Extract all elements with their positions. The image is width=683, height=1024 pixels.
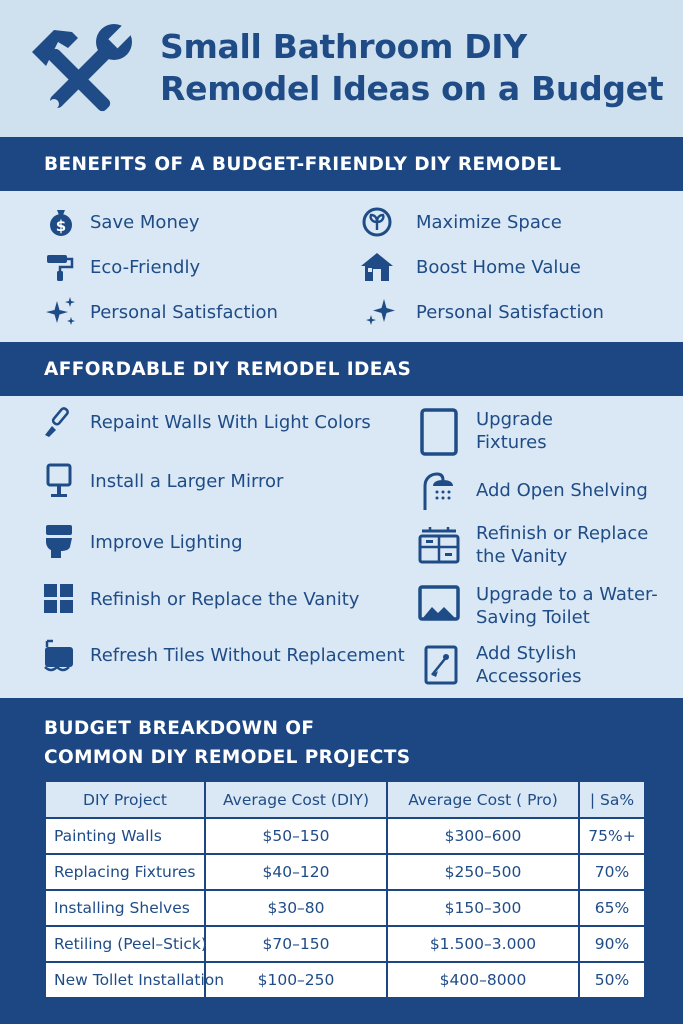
table-row: [45, 926, 645, 962]
idea-label: Refresh Tiles Without Replacement: [90, 644, 405, 666]
table-cell: 70%: [579, 854, 645, 890]
sparkles-icon: [364, 295, 398, 329]
paint-brush-icon: [42, 405, 76, 439]
title-line-2: Remodel Ideas on a Budget: [160, 69, 664, 108]
table-cell: $150–300: [387, 890, 579, 926]
table-cell: $1.500–3.000: [387, 926, 579, 962]
budget-section: [0, 698, 683, 1024]
idea-item: [418, 583, 666, 629]
table-cell: $70–150: [205, 926, 387, 962]
budget-title-line-1: BUDGET BREAKDOWN OF: [44, 718, 315, 739]
table-cell: $300–600: [387, 818, 579, 854]
paint-roller-icon: [44, 250, 78, 284]
budget-title: [44, 714, 644, 772]
table-cell: Painting Walls: [45, 818, 205, 854]
frame-icon: [418, 408, 460, 458]
ideas-heading-band: [0, 342, 683, 396]
table-cell: 65%: [579, 890, 645, 926]
ideas-heading: AFFORDABLE DIY REMODEL IDEAS: [44, 358, 412, 380]
leaf-circle-icon: [360, 205, 394, 239]
idea-label: Upgrade Fixtures: [476, 409, 553, 453]
benefit-label: Eco-Friendly: [90, 256, 201, 278]
sparkles-icon: [44, 295, 78, 329]
idea-label: Improve Lighting: [90, 531, 243, 553]
column-header: Average Cost ( Pro): [387, 781, 579, 818]
column-header: | Sa%: [579, 781, 645, 818]
benefit-item: [44, 205, 200, 239]
table-header-row: [45, 781, 645, 818]
table-cell: $400–8000: [387, 962, 579, 998]
budget-title-line-2: COMMON DIY REMODEL PROJECTS: [44, 747, 411, 768]
idea-item: [42, 405, 371, 439]
benefit-label: Boost Home Value: [416, 256, 581, 278]
shower-head-icon: [418, 470, 460, 510]
table-row: [45, 962, 645, 998]
house-icon: [360, 250, 394, 284]
svg-text:$: $: [55, 217, 67, 235]
table-cell: Replacing Fixtures: [45, 854, 205, 890]
picture-frame-icon: [418, 583, 460, 627]
table-row: [45, 890, 645, 926]
table-cell: 50%: [579, 962, 645, 998]
idea-label: Refinish or Replace the Vanity: [90, 588, 360, 610]
idea-label: Repaint Walls With Light Colors: [90, 411, 371, 433]
idea-label: Refinish or Replace the Vanity: [476, 523, 649, 567]
benefit-item: [44, 250, 200, 284]
ideas-panel: [0, 396, 683, 698]
benefits-heading-band: [0, 137, 683, 191]
money-bag-icon: [44, 205, 78, 239]
benefit-label: Personal Satisfaction: [90, 301, 278, 323]
table-cell: $40–120: [205, 854, 387, 890]
column-header: DIY Project: [45, 781, 205, 818]
idea-item: [418, 470, 648, 510]
framed-art-icon: [422, 642, 460, 688]
benefit-item: [44, 295, 278, 329]
benefit-item: [360, 250, 581, 284]
title-line-1: Small Bathroom DIY: [160, 27, 527, 66]
toilet-icon: [42, 525, 76, 559]
tiles-grid-icon: [42, 582, 76, 616]
mirror-icon: [42, 464, 76, 498]
benefit-label: Save Money: [90, 211, 200, 233]
table-cell: $100–250: [205, 962, 387, 998]
idea-label: Install a Larger Mirror: [90, 470, 284, 492]
benefit-item: [360, 205, 562, 239]
vanity-cabinet-icon: [418, 522, 460, 568]
table-cell: 75%+: [579, 818, 645, 854]
idea-item: [418, 522, 656, 568]
bathtub-icon: [42, 638, 76, 672]
idea-label: Upgrade to a Water-Saving Toilet: [476, 584, 658, 628]
table-cell: $250–500: [387, 854, 579, 890]
table-cell: $50–150: [205, 818, 387, 854]
page-title: [160, 26, 680, 110]
idea-label: Add Open Shelving: [476, 479, 648, 501]
table-cell: New Tollet Installation: [45, 962, 205, 998]
idea-item: [42, 582, 359, 616]
idea-item: [418, 408, 626, 458]
budget-table: [44, 780, 646, 999]
idea-item: [422, 642, 636, 688]
table-cell: $30–80: [205, 890, 387, 926]
benefit-item: [364, 295, 604, 329]
hammer-wrench-icon: [28, 22, 136, 118]
table-cell: Retiling (Peel–Stick): [45, 926, 205, 962]
idea-label: Add Stylish Accessories: [476, 643, 582, 687]
idea-item: [42, 638, 405, 672]
table-cell: 90%: [579, 926, 645, 962]
benefit-label: Maximize Space: [416, 211, 562, 233]
table-row: [45, 854, 645, 890]
idea-item: [42, 525, 243, 559]
benefits-panel: [0, 191, 683, 342]
table-row: [45, 818, 645, 854]
idea-item: [42, 464, 283, 498]
benefit-label: Personal Satisfaction: [416, 301, 604, 323]
table-cell: Installing Shelves: [45, 890, 205, 926]
column-header: Average Cost (DIY): [205, 781, 387, 818]
header: [0, 0, 683, 137]
benefits-heading: BENEFITS OF A BUDGET-FRIENDLY DIY REMODEL: [44, 153, 562, 175]
